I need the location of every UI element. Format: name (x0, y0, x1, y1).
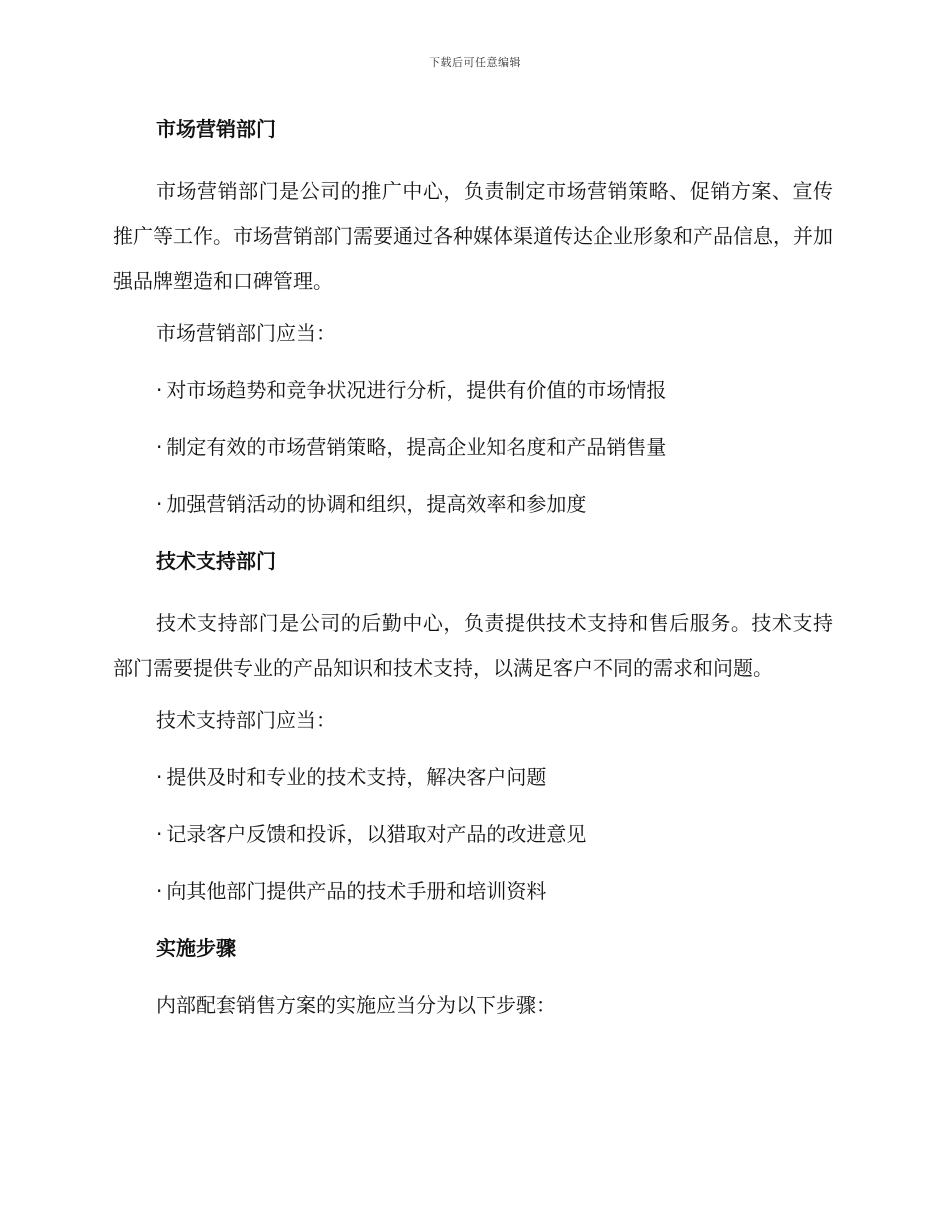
bullet-item (113, 760, 833, 794)
bullet-symbol: · (156, 378, 163, 402)
section-lead-tech-support: 技术支持部门应当： (156, 708, 336, 732)
page-header: 下载后可任意编辑 (429, 56, 521, 69)
section-paragraph-tech-support: 技术支持部门是公司的后勤中心，负责提供技术支持和售后服务。技术支持部门需要提供专业的产品知识和技术支持，以满足客户不同的需求和问题。 (113, 611, 833, 680)
bullet-text: 记录客户反馈和投诉，以猎取对产品的改进意见 (166, 822, 587, 846)
bullet-item (113, 874, 833, 908)
bullet-item (113, 430, 833, 464)
bullet-text: 制定有效的市场营销策略，提高企业知名度和产品销售量 (166, 435, 667, 459)
section-lead-implementation: 内部配套销售方案的实施应当分为以下步骤： (156, 993, 556, 1017)
section-heading-marketing: 市场营销部门 (156, 117, 276, 141)
document-body (113, 112, 833, 1045)
bullet-text: 提供及时和专业的技术支持，解决客户问题 (166, 765, 547, 789)
bullet-text: 对市场趋势和竞争状况进行分析，提供有价值的市场情报 (166, 378, 667, 402)
bullet-symbol: · (156, 822, 163, 846)
bullet-symbol: · (156, 435, 163, 459)
bullet-item (113, 487, 833, 521)
bullet-item (113, 817, 833, 851)
section-heading-implementation: 实施步骤 (156, 936, 236, 960)
bullet-text: 加强营销活动的协调和组织，提高效率和参加度 (166, 492, 587, 516)
bullet-item (113, 373, 833, 407)
section-paragraph-marketing: 市场营销部门是公司的推广中心，负责制定市场营销策略、促销方案、宣传推广等工作。市场营销部门需要通过各种媒体渠道传达企业形象和产品信息，并加强品牌塑造和口碑管理。 (113, 179, 833, 293)
bullet-symbol: · (156, 492, 163, 516)
section-heading-tech-support: 技术支持部门 (156, 549, 276, 573)
bullet-text: 向其他部门提供产品的技术手册和培训资料 (166, 879, 547, 903)
bullet-symbol: · (156, 765, 163, 789)
section-lead-marketing: 市场营销部门应当： (156, 321, 336, 345)
bullet-symbol: · (156, 879, 163, 903)
